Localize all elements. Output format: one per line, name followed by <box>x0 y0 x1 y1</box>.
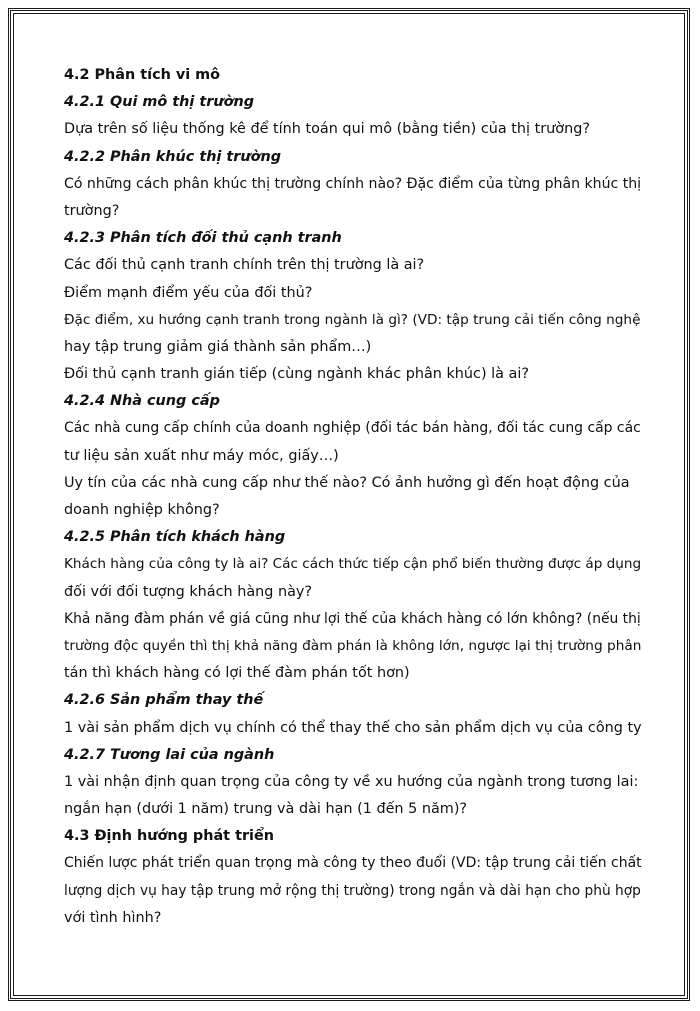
paragraph-line: Đối thủ cạnh tranh gián tiếp (cùng ngành khác phân khúc) là ai? <box>64 366 529 383</box>
paragraph-line: tán thì khách hàng có lợi thế đàm phán tốt hơn) <box>64 665 410 682</box>
paragraph-line: tư liệu sản xuất như máy móc, giấy…) <box>64 447 339 464</box>
section-heading-4-2: 4.2 Phân tích vi mô <box>64 67 221 83</box>
paragraph-line: trường độc quyền thì thị khả năng đàm phán là không lớn, ngược lại thị trường phân <box>64 637 642 654</box>
paragraph-line: 1 vài sản phẩm dịch vụ chính có thể thay thế cho sản phẩm dịch vụ của công ty <box>64 719 642 736</box>
subsection-heading-4-2-4: 4.2.4 Nhà cung cấp <box>64 393 220 410</box>
paragraph-line: trường? <box>64 202 120 219</box>
paragraph-line: Chiến lược phát triển quan trọng mà công ty theo đuổi (VD: tập trung cải tiến chất <box>64 855 642 872</box>
section-heading-4-3: 4.3 Định hướng phát triển <box>64 828 274 845</box>
paragraph-line: Uy tín của các nhà cung cấp như thế nào? Có ảnh hưởng gì đến hoạt động của <box>64 474 630 491</box>
paragraph-line: hay tập trung giảm giá thành sản phẩm…) <box>64 338 372 355</box>
paragraph-line: Khả năng đàm phán về giá cũng như lợi thế của khách hàng có lớn không? (nếu thị <box>64 610 641 627</box>
subsection-heading-4-2-3: 4.2.3 Phân tích đối thủ cạnh tranh <box>64 230 342 247</box>
paragraph-line: Dựa trên số liệu thống kê để tính toán qui mô (bằng tiền) của thị trường? <box>64 121 590 138</box>
paragraph-line: Khách hàng của công ty là ai? Các cách thức tiếp cận phổ biến thường được áp dụng <box>64 556 642 573</box>
paragraph-line: lượng dịch vụ hay tập trung mở rộng thị trường) trong ngắn và dài hạn cho phù hợp <box>64 882 641 899</box>
paragraph-line: Có những cách phân khúc thị trường chính nào? Đặc điểm của từng phân khúc thị <box>64 175 642 192</box>
paragraph-line: Đặc điểm, xu hướng cạnh tranh trong ngành là gì? (VD: tập trung cải tiến công nghệ <box>64 311 641 328</box>
paragraph-line: 1 vài nhận định quan trọng của công ty về xu hướng của ngành trong tương lai: <box>64 773 639 790</box>
subsection-heading-4-2-7: 4.2.7 Tương lai của ngành <box>64 746 275 763</box>
paragraph-line: doanh nghiệp không? <box>64 502 220 518</box>
paragraph-line: với tình hình? <box>64 909 162 926</box>
paragraph-line: đối với đối tượng khách hàng này? <box>64 583 313 600</box>
subsection-heading-4-2-1: 4.2.1 Qui mô thị trường <box>64 94 255 111</box>
subsection-heading-4-2-2: 4.2.2 Phân khúc thị trường <box>64 148 282 165</box>
paragraph-line: Các đối thủ cạnh tranh chính trên thị trường là ai? <box>64 257 425 274</box>
subsection-heading-4-2-6: 4.2.6 Sản phẩm thay thế <box>64 692 264 709</box>
paragraph-line: Các nhà cung cấp chính của doanh nghiệp (đối tác bán hàng, đối tác cung cấp các <box>64 420 641 437</box>
paragraph-line: Điểm mạnh điểm yếu của đối thủ? <box>64 284 313 301</box>
subsection-heading-4-2-5: 4.2.5 Phân tích khách hàng <box>64 529 286 546</box>
document-body <box>64 62 644 932</box>
paragraph-line: ngắn hạn (dưới 1 năm) trung và dài hạn (1 đến 5 năm)? <box>64 801 468 818</box>
